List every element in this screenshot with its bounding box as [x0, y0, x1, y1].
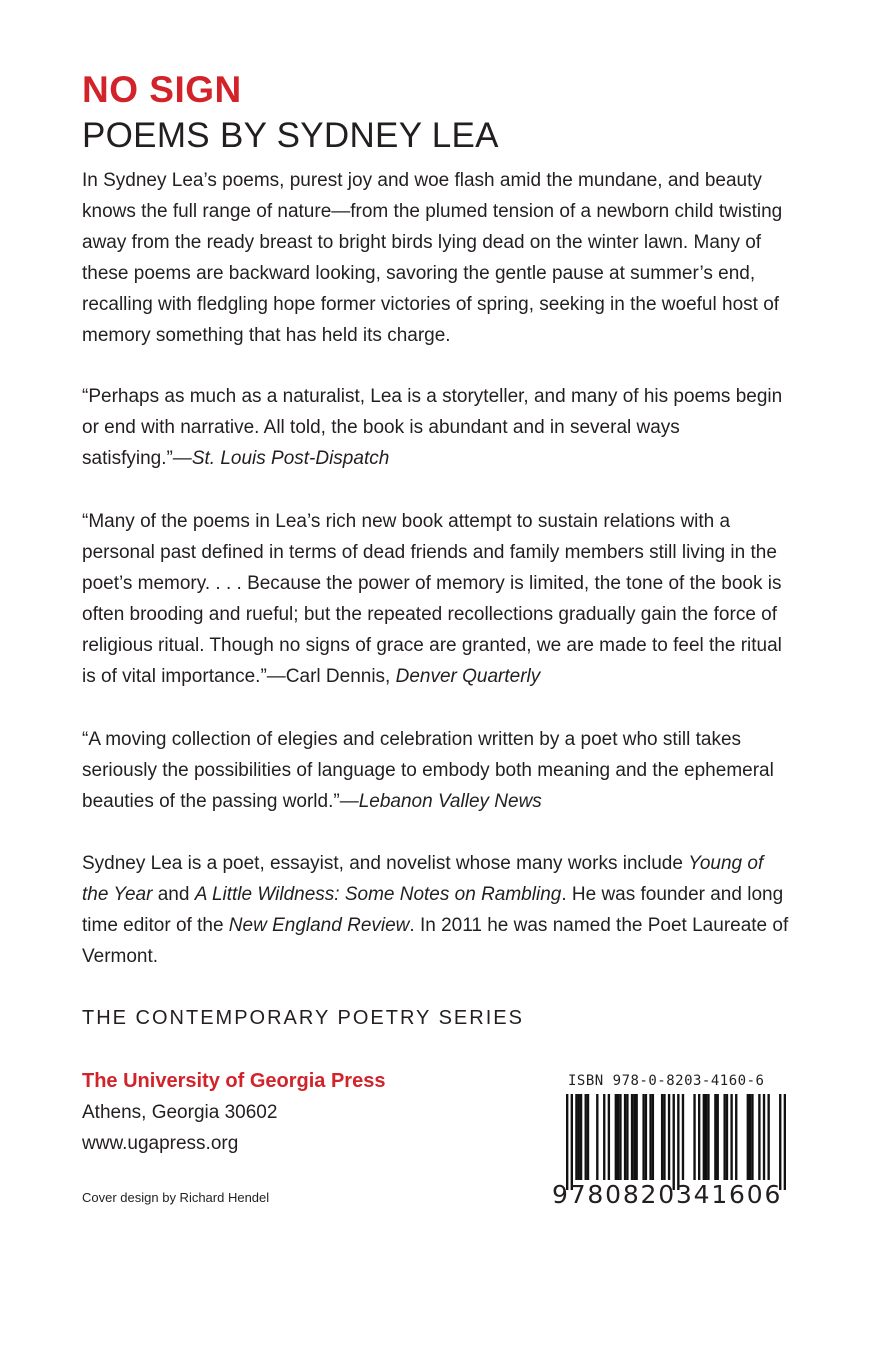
publisher-address — [82, 1097, 277, 1159]
barcode-bar — [668, 1094, 670, 1180]
isbn-label: ISBN 978-0-8203-4160-6 — [568, 1073, 765, 1089]
bio-text: . He was founder and long time editor of the — [82, 884, 784, 936]
barcode-bar — [758, 1094, 760, 1180]
barcode-bar — [617, 1094, 619, 1180]
barcode-bar — [735, 1094, 737, 1180]
barcode-bar — [749, 1094, 751, 1180]
barcode-bar — [663, 1094, 665, 1180]
bio-title: New England Review — [228, 915, 410, 936]
barcode-bar — [673, 1094, 675, 1190]
barcode-bar — [603, 1094, 605, 1180]
description-paragraph: In Sydney Lea’s poems, purest joy and woe flash amid the mundane, and beauty knows the full range of nature—from the plumed tension of a newborn child twisting away from the ready breast to bright birds lying dead on the winter lawn. Many of these poems are backward looking, savoring the gentle pause at summer’s end, recalling with fledgling hope former victories of spring, seeking in the woeful host of memory something that has held its charge. — [82, 170, 783, 346]
barcode-bar — [682, 1094, 684, 1180]
publisher-url: www.ugapress.org — [82, 1133, 239, 1154]
barcode-bar — [714, 1094, 716, 1180]
barcode-bar — [726, 1094, 728, 1180]
review-text: “Perhaps as much as a naturalist, Lea is a storyteller, and many of his poems begin or end with narrative. All told, the book is abundant and in several ways satisfying.”— — [82, 386, 783, 469]
barcode-bar — [723, 1094, 725, 1180]
barcode-bar — [575, 1094, 577, 1180]
review-source: Lebanon Valley News — [358, 791, 542, 812]
barcode-bar — [566, 1094, 568, 1190]
barcode-bar — [677, 1094, 679, 1190]
barcode-bar — [649, 1094, 651, 1180]
barcode-bar — [652, 1094, 654, 1180]
barcode-bar — [693, 1094, 695, 1180]
review-text: “Many of the poems in Lea’s rich new book attempt to sustain relations with a personal past defined in terms of dead friends and family members still living in the poet’s memory. . . . Because the power of memory is limited, the tone of the book is often brooding and rueful; but the repeated recollections gradually gain the force of religious ritual. Though no signs of grace are granted, we are made to feel the ritual is of vital importance.”—Carl Dennis, — [82, 511, 782, 687]
review-text: “A moving collection of elegies and celebration written by a poet who still takes seriously the possibilities of language to embody both meaning and the ephemeral beauties of the passing world.”— — [82, 729, 774, 812]
barcode-digits: 9780820341606 — [552, 1180, 783, 1209]
barcode-bar — [578, 1094, 580, 1180]
barcode-bar — [751, 1094, 753, 1180]
barcode-bar — [596, 1094, 598, 1180]
barcode-bar — [698, 1094, 700, 1180]
bio-title: Young of the Year — [82, 853, 764, 905]
barcode-bar — [645, 1094, 647, 1180]
barcode-bar — [587, 1094, 589, 1180]
barcode-bar — [784, 1094, 786, 1190]
bio-text: and — [152, 884, 195, 905]
barcode-bar — [635, 1094, 637, 1180]
barcode-bar — [580, 1094, 582, 1180]
barcode-bar — [631, 1094, 633, 1180]
author-bio — [82, 848, 794, 972]
barcode-bar — [633, 1094, 635, 1180]
barcode-bar — [707, 1094, 709, 1180]
bio-title: A Little Wildness: Some Notes on Rambling — [194, 884, 562, 905]
barcode-bar — [585, 1094, 587, 1180]
bio-text: . In 2011 he was named the Poet Laureate of Vermont. — [82, 915, 789, 967]
barcode-bar — [717, 1094, 719, 1180]
barcode-bar — [642, 1094, 644, 1180]
book-title: NO SIGN — [82, 69, 242, 110]
barcode-bar — [571, 1094, 573, 1190]
bio-text: Sydney Lea is a poet, essayist, and novelist whose many works include — [82, 853, 689, 874]
barcode-bar — [624, 1094, 626, 1180]
barcode-bar — [608, 1094, 610, 1180]
barcode-bar — [661, 1094, 663, 1180]
series-name: THE CONTEMPORARY POETRY SERIES — [82, 1007, 524, 1029]
barcode-bar — [730, 1094, 732, 1180]
review-source: St. Louis Post-Dispatch — [191, 448, 390, 469]
review-quote-3 — [82, 724, 794, 817]
barcode-bar — [626, 1094, 628, 1180]
barcode-bar — [779, 1094, 781, 1190]
cover-credit: Cover design by Richard Hendel — [82, 1190, 270, 1205]
barcode-bar — [763, 1094, 765, 1180]
review-quote-2 — [82, 506, 794, 692]
publisher-city: Athens, Georgia 30602 — [82, 1102, 278, 1123]
barcode-bar — [703, 1094, 705, 1180]
barcode-bar — [705, 1094, 707, 1180]
review-quote-1 — [82, 381, 794, 474]
barcode — [566, 1094, 786, 1190]
review-source: Denver Quarterly — [395, 666, 541, 687]
barcode-bar — [619, 1094, 621, 1180]
barcode-bar — [747, 1094, 749, 1180]
book-subtitle: POEMS BY SYDNEY LEA — [82, 116, 499, 155]
publisher-name: The University of Georgia Press — [82, 1070, 386, 1092]
barcode-bar — [615, 1094, 617, 1180]
barcode-bar — [767, 1094, 769, 1180]
